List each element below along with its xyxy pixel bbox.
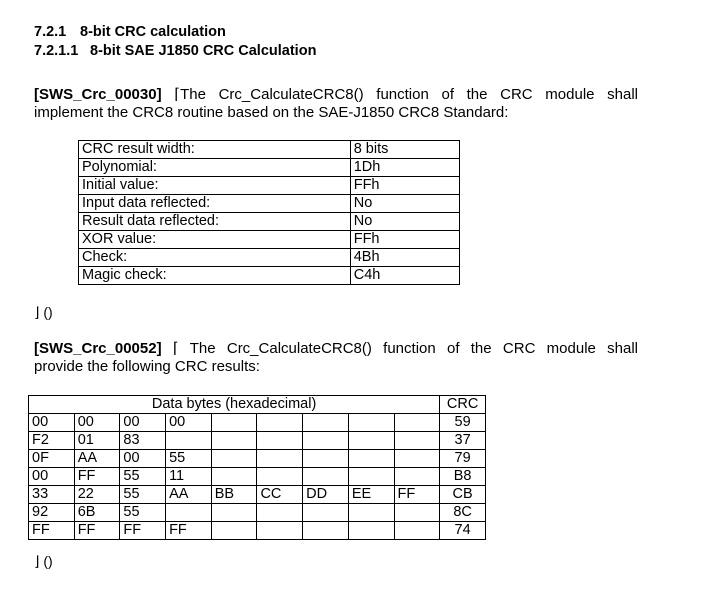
data-byte-cell <box>257 414 303 432</box>
crc-header: CRC <box>440 396 486 414</box>
data-byte-cell: 55 <box>120 468 166 486</box>
data-byte-cell: 01 <box>74 432 120 450</box>
data-byte-cell: EE <box>348 486 394 504</box>
requirement-open-bracket: ⌈ <box>174 86 181 103</box>
data-byte-cell: 83 <box>120 432 166 450</box>
data-byte-cell: 33 <box>29 486 75 504</box>
results-row <box>29 450 486 468</box>
results-header-row <box>29 396 486 414</box>
data-byte-cell <box>211 450 257 468</box>
data-byte-cell <box>394 468 440 486</box>
parameter-row <box>79 195 460 213</box>
data-byte-cell <box>348 450 394 468</box>
data-byte-cell: 00 <box>166 414 212 432</box>
parameter-value: FFh <box>350 177 459 195</box>
data-byte-cell: CC <box>257 486 303 504</box>
data-byte-cell: FF <box>29 522 75 540</box>
results-row <box>29 486 486 504</box>
parameter-name: Initial value: <box>79 177 351 195</box>
data-byte-cell: 00 <box>120 450 166 468</box>
parameter-value: C4h <box>350 267 459 285</box>
data-byte-cell <box>348 504 394 522</box>
data-byte-cell: FF <box>166 522 212 540</box>
requirement-text-line2: provide the following CRC results: <box>34 358 260 375</box>
parameter-name: XOR value: <box>79 231 351 249</box>
subsection-heading <box>34 43 316 60</box>
requirement-id: [SWS_Crc_00052] <box>34 340 162 357</box>
data-byte-cell <box>348 432 394 450</box>
data-byte-cell: 00 <box>29 468 75 486</box>
parameter-value: 4Bh <box>350 249 459 267</box>
data-byte-cell: FF <box>74 468 120 486</box>
parameter-value: FFh <box>350 231 459 249</box>
data-byte-cell <box>257 504 303 522</box>
requirement-open-bracket: ⌈ <box>172 340 179 357</box>
requirement-text-line1: The Crc_CalculateCRC8() function of the CRC module shall <box>180 86 638 103</box>
parameter-name: Polynomial: <box>79 159 351 177</box>
requirement-text-line1: The Crc_CalculateCRC8() function of the CRC module shall <box>189 340 638 357</box>
crc-cell: 8C <box>440 504 486 522</box>
results-row <box>29 504 486 522</box>
parameter-name: Input data reflected: <box>79 195 351 213</box>
parameter-row <box>79 177 460 195</box>
parameter-value: No <box>350 213 459 231</box>
parameter-name: Magic check: <box>79 267 351 285</box>
data-byte-cell <box>303 432 349 450</box>
parameter-row <box>79 159 460 177</box>
parameter-row <box>79 141 460 159</box>
data-byte-cell: 00 <box>120 414 166 432</box>
section-number: 7.2.1 <box>34 24 67 40</box>
data-byte-cell <box>348 468 394 486</box>
data-byte-cell <box>303 468 349 486</box>
data-byte-cell <box>394 432 440 450</box>
crc-cell: 79 <box>440 450 486 468</box>
data-byte-cell <box>211 522 257 540</box>
data-byte-cell <box>348 522 394 540</box>
data-byte-cell <box>257 432 303 450</box>
parameter-row <box>79 231 460 249</box>
requirement-text-line2: implement the CRC8 routine based on the SAE-J1850 CRC8 Standard: <box>34 104 509 121</box>
data-byte-cell <box>166 504 212 522</box>
parameter-row <box>79 213 460 231</box>
data-byte-cell: 00 <box>74 414 120 432</box>
data-byte-cell: 22 <box>74 486 120 504</box>
data-byte-cell <box>348 414 394 432</box>
results-row <box>29 414 486 432</box>
subsection-title: 8-bit SAE J1850 CRC Calculation <box>90 43 317 59</box>
data-byte-cell <box>257 450 303 468</box>
data-byte-cell <box>211 432 257 450</box>
crc-cell: 74 <box>440 522 486 540</box>
data-byte-cell <box>394 414 440 432</box>
data-byte-cell: FF <box>394 486 440 504</box>
data-byte-cell: 0F <box>29 450 75 468</box>
requirement-close-1: ⌋ () <box>34 304 53 320</box>
parameter-value: No <box>350 195 459 213</box>
subsection-number: 7.2.1.1 <box>34 43 79 59</box>
crc-cell: 59 <box>440 414 486 432</box>
parameter-value: 1Dh <box>350 159 459 177</box>
data-byte-cell: FF <box>74 522 120 540</box>
data-byte-cell <box>303 522 349 540</box>
section-title: 8-bit CRC calculation <box>80 24 226 40</box>
data-byte-cell: FF <box>120 522 166 540</box>
crc-parameter-table <box>78 140 460 285</box>
parameter-name: CRC result width: <box>79 141 351 159</box>
requirement-close-2: ⌋ () <box>34 553 53 569</box>
data-byte-cell <box>211 468 257 486</box>
requirement-crc00052 <box>34 340 638 376</box>
requirement-id: [SWS_Crc_00030] <box>34 86 162 103</box>
results-row <box>29 432 486 450</box>
data-byte-cell: AA <box>166 486 212 504</box>
data-byte-cell <box>166 432 212 450</box>
crc-results-table <box>28 395 486 540</box>
data-byte-cell: BB <box>211 486 257 504</box>
data-byte-cell: 6B <box>74 504 120 522</box>
parameter-name: Result data reflected: <box>79 213 351 231</box>
data-byte-cell <box>303 414 349 432</box>
crc-cell: B8 <box>440 468 486 486</box>
requirement-crc00030 <box>34 86 638 122</box>
parameter-row <box>79 249 460 267</box>
crc-cell: CB <box>440 486 486 504</box>
data-byte-cell: 55 <box>166 450 212 468</box>
data-byte-cell <box>394 450 440 468</box>
data-byte-cell <box>257 468 303 486</box>
data-byte-cell <box>257 522 303 540</box>
data-byte-cell <box>303 504 349 522</box>
data-byte-cell: 55 <box>120 504 166 522</box>
data-byte-cell: F2 <box>29 432 75 450</box>
data-byte-cell <box>211 504 257 522</box>
results-row <box>29 522 486 540</box>
parameter-value: 8 bits <box>350 141 459 159</box>
crc-cell: 37 <box>440 432 486 450</box>
parameter-name: Check: <box>79 249 351 267</box>
data-byte-cell: 00 <box>29 414 75 432</box>
data-byte-cell <box>211 414 257 432</box>
results-row <box>29 468 486 486</box>
data-byte-cell: 55 <box>120 486 166 504</box>
data-byte-cell: 11 <box>166 468 212 486</box>
data-byte-cell: AA <box>74 450 120 468</box>
data-byte-cell <box>303 450 349 468</box>
parameter-row <box>79 267 460 285</box>
data-byte-cell: 92 <box>29 504 75 522</box>
data-byte-cell: DD <box>303 486 349 504</box>
data-byte-cell <box>394 504 440 522</box>
data-byte-cell <box>394 522 440 540</box>
data-bytes-header: Data bytes (hexadecimal) <box>29 396 440 414</box>
section-heading <box>34 24 226 41</box>
